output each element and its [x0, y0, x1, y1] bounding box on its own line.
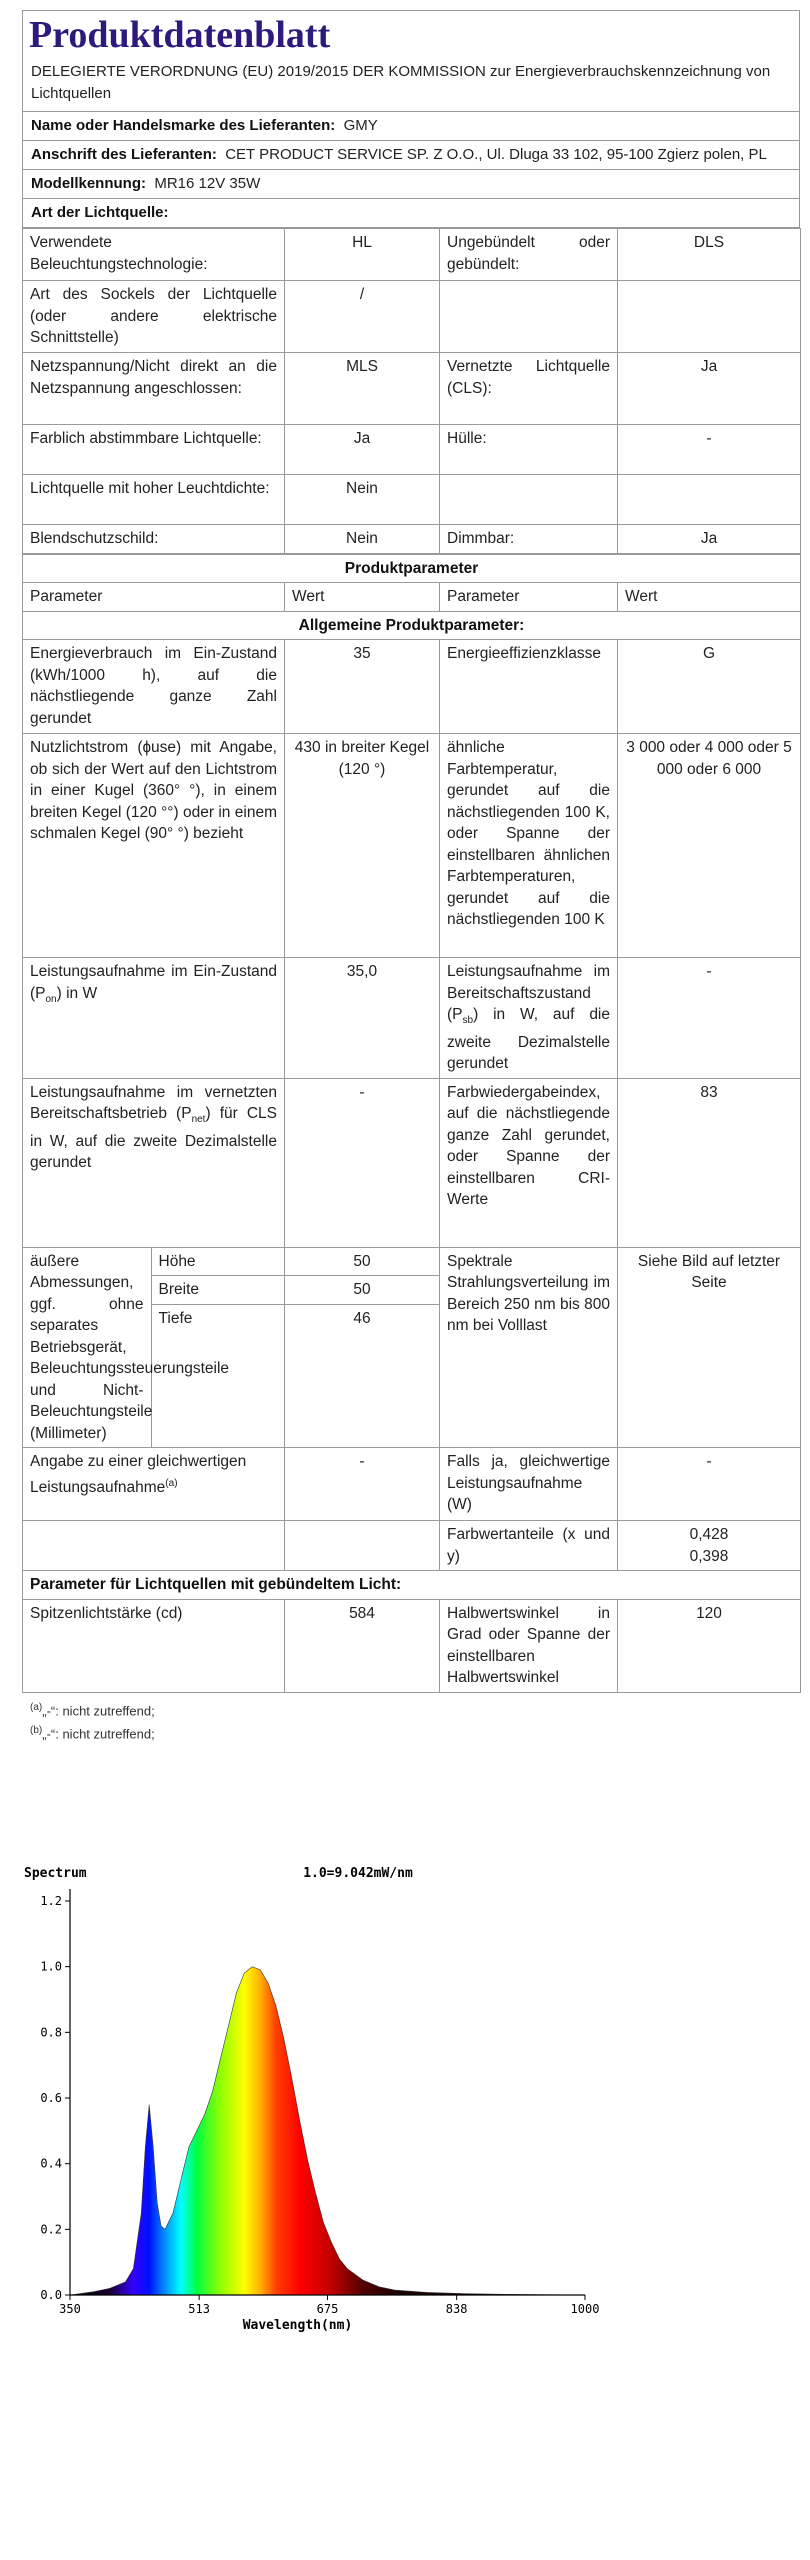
param-row [23, 734, 801, 958]
ls-label-2: Ungebündelt oder gebündelt: [440, 229, 618, 281]
spectrum-chart [18, 1855, 618, 2335]
light-source-table [22, 228, 801, 554]
datasheet [22, 10, 800, 1743]
ls-value-2: DLS [618, 229, 801, 281]
model-row [23, 170, 799, 199]
equivalent-power-value: - [285, 1448, 440, 1521]
model-label: Modellkennung: [31, 175, 146, 192]
chart-annotation: 1.0=9.042mW/nm [303, 1866, 413, 1881]
x-tick-label: 1000 [570, 2302, 600, 2316]
power-net-label: Leistungsaufnahme im vernetzten Bereitschaftsbetrieb $(P_{net})$ für CLS in W, auf die zweite Dezimalstelle gerundet [23, 1078, 285, 1247]
x-tick-label: 350 [59, 2302, 81, 2316]
footnote-b: $^{(b)}$„-“: nicht zutreffend; [30, 1724, 155, 1742]
col-header-parameter: Parameter [23, 583, 285, 612]
ls-label: Blendschutzschild: [23, 525, 285, 554]
power-standby-value: - [618, 958, 801, 1079]
beam-angle-label: Halbwertswinkel in Grad oder Spanne der einstellbaren Halbwertswinkel [440, 1599, 618, 1692]
dim-depth-label: Tiefe [158, 1309, 193, 1327]
ls-label-2: Dimmbar: [440, 525, 618, 554]
supplier-address-value: CET PRODUCT SERVICE SP. Z O.O., Ul. Dluga 33 102, 95-100 Zgierz polen, PL [225, 146, 767, 163]
page-title: Produktdatenblatt [29, 14, 331, 56]
dim-depth-value: 46 [353, 1309, 371, 1327]
light-source-type-row [23, 199, 799, 227]
ls-label-2 [440, 281, 618, 353]
ls-row [23, 475, 801, 525]
power-standby-label: Leistungsaufnahme im Bereitschaftszustand $(P_{sb})$ in W, auf die zweite Dezimalstelle gerundet [440, 958, 618, 1079]
param-label-2: ähnliche Farbtemperatur, gerundet auf die nächstliegenden 100 K, oder Spanne der einstellbaren ähnlichen Farbtemperaturen, gerundet auf die nächstliegenden 100 K [440, 734, 618, 958]
ls-value-2 [618, 475, 801, 525]
ls-value: MLS [285, 353, 440, 425]
dim-width-label: Breite [152, 1276, 285, 1305]
chromaticity-label: Farbwertanteile (x und y) [440, 1521, 618, 1571]
ls-label: Farblich abstimmbare Lichtquelle: [23, 425, 285, 475]
power-on-label: Leistungsaufnahme im Ein-Zustand $(P_{on})$ in W [23, 958, 285, 1079]
dimensions-cell [23, 1247, 285, 1448]
ls-value-2: - [618, 425, 801, 475]
dim-width-value: 50 [285, 1276, 439, 1305]
param-label: Energieverbrauch im Ein-Zustand (kWh/1000 h), auf die nächstliegende ganze Zahl gerundet [23, 640, 285, 734]
supplier-address-row [23, 141, 799, 170]
ls-label: Art des Sockels der Lichtquelle (oder andere elektrische Schnittstelle) [23, 281, 285, 353]
equivalent-power-w-label: Falls ja, gleichwertige Leistungsaufnahme (W) [440, 1448, 618, 1521]
ls-value: HL [285, 229, 440, 281]
equivalent-power-w-value: - [618, 1448, 801, 1521]
x-tick-label: 838 [445, 2302, 468, 2316]
chromaticity-y: 0,398 [689, 1547, 729, 1565]
header-block [22, 10, 800, 228]
power-on-value: 35,0 [285, 958, 440, 1079]
supplier-name-row [23, 112, 799, 141]
ls-value: Nein [285, 475, 440, 525]
param-value-2: 3 000 oder 4 000 oder 5 000 oder 6 000 [618, 734, 801, 958]
ls-row [23, 281, 801, 353]
cri-value: 83 [618, 1078, 801, 1247]
ls-row [23, 353, 801, 425]
ls-value-2 [618, 281, 801, 353]
empty-cell [285, 1521, 440, 1571]
x-axis-label: Wavelength(nm) [242, 2318, 353, 2333]
ls-value: / [285, 281, 440, 353]
col-header-parameter-2: Parameter [440, 583, 618, 612]
power-net-value: - [285, 1078, 440, 1247]
dimensions-label: äußere Abmessungen, ggf. ohne separates Betriebsgerät, Beleuchtungssteuerungsteile und Nicht-Beleuchtungsteile (Millimeter) [23, 1248, 151, 1448]
chromaticity-values [618, 1521, 801, 1571]
ls-label-2: Hülle: [440, 425, 618, 475]
equivalent-power-label: Angabe zu einer gleichwertigen Leistungsaufnahme$^{(a)}$ [23, 1448, 285, 1521]
ls-value: Nein [285, 525, 440, 554]
param-value: 35 [285, 640, 440, 734]
col-header-value: Wert [285, 583, 440, 612]
ls-label: Verwendete Beleuchtungstechnologie: [23, 229, 285, 281]
param-value-2: G [618, 640, 801, 734]
dimensions-values [285, 1247, 440, 1448]
product-parameter-table [22, 554, 801, 1693]
x-tick-label: 513 [188, 2302, 210, 2316]
y-tick-label: 0.8 [40, 2025, 62, 2040]
chart-title: Spectrum [24, 1866, 87, 1881]
dim-height-label: Höhe [152, 1248, 285, 1277]
param-label: Nutzlichtstrom (ɸuse) mit Angabe, ob sich der Wert auf den Lichtstrom in einer Kugel (360° °), in einem breiten Kegel (120 °°) oder in einem schmalen Kegel (90° °) bezieht [23, 734, 285, 958]
ls-value-2: Ja [618, 525, 801, 554]
chromaticity-x: 0,428 [689, 1526, 729, 1544]
spectral-distribution-label: Spektrale Strahlungsverteilung im Bereich 250 nm bis 800 nm bei Volllast [440, 1247, 618, 1448]
light-source-type-label: Art der Lichtquelle: [31, 204, 169, 221]
peak-intensity-label: Spitzenlichtstärke (cd) [23, 1599, 285, 1692]
y-tick-label: 0.4 [40, 2156, 62, 2171]
param-label-2: Energieeffizienzklasse [440, 640, 618, 734]
regulation-subtitle: DELEGIERTE VERORDNUNG (EU) 2019/2015 DER KOMMISSION zur Energieverbrauchskennzeichnung von Lichtquellen [31, 63, 771, 102]
directional-heading: Parameter für Lichtquellen mit gebündeltem Licht: [23, 1571, 801, 1600]
spectral-distribution-value: Siehe Bild auf letzter Seite [618, 1247, 801, 1448]
dim-height-value: 50 [285, 1248, 439, 1277]
y-tick-label: 0.6 [40, 2091, 62, 2105]
y-tick-label: 1.2 [40, 1894, 62, 1908]
model-value: MR16 12V 35W [154, 175, 261, 192]
ls-value: Ja [285, 425, 440, 475]
general-parameter-heading: Allgemeine Produktparameter: [23, 611, 801, 640]
ls-label-2: Vernetzte Lichtquelle (CLS): [440, 353, 618, 425]
param-row [23, 640, 801, 734]
footnote-a: $^{(a)}$„-“: nicht zutreffend; [30, 1701, 155, 1718]
param-value: 430 in breiter Kegel (120 °) [285, 734, 440, 958]
ls-value-2: Ja [618, 353, 801, 425]
ls-label: Netzspannung/Nicht direkt an die Netzspannung angeschlossen: [23, 353, 285, 425]
beam-angle-value: 120 [618, 1599, 801, 1692]
supplier-name-label: Name oder Handelsmarke des Lieferanten: [31, 117, 336, 134]
spectrum-svg [18, 1855, 618, 2335]
y-tick-label: 0.2 [40, 2222, 62, 2237]
cri-label: Farbwiedergabeindex, auf die nächstliegende ganze Zahl gerundet, oder Spanne der einstellbaren CRI-Werte [440, 1078, 618, 1247]
supplier-name-value: GMY [343, 117, 378, 134]
peak-intensity-value: 584 [285, 1599, 440, 1692]
ls-label: Lichtquelle mit hoher Leuchtdichte: [23, 475, 285, 525]
col-header-value-2: Wert [618, 583, 801, 612]
y-tick-label: 0.0 [40, 2288, 62, 2302]
empty-cell [23, 1521, 285, 1571]
ls-row [23, 525, 801, 554]
product-parameter-heading: Produktparameter [23, 554, 801, 583]
ls-row [23, 229, 801, 281]
ls-row [23, 425, 801, 475]
ls-label-2 [440, 475, 618, 525]
x-tick-label: 675 [316, 2302, 339, 2316]
supplier-address-label: Anschrift des Lieferanten: [31, 146, 217, 163]
y-tick-label: 1.0 [40, 1959, 62, 1974]
spectrum-area [70, 1967, 585, 2295]
